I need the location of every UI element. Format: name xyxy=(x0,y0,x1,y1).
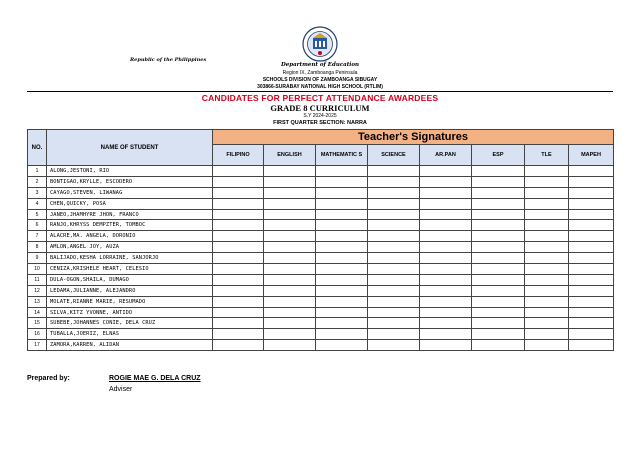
signature-cell xyxy=(569,307,614,318)
signature-cell xyxy=(569,274,614,285)
signature-cell xyxy=(368,340,420,351)
student-name: DULA-OGON,SHAILA, DUMAGO xyxy=(47,274,213,285)
signature-cell xyxy=(213,285,264,296)
signature-cell xyxy=(569,166,614,177)
table-row xyxy=(28,166,614,177)
signature-cell xyxy=(525,264,569,275)
signature-cell xyxy=(472,318,525,329)
signature-cell xyxy=(525,307,569,318)
signature-cell xyxy=(316,198,368,209)
row-number: 14 xyxy=(28,307,47,318)
row-number: 9 xyxy=(28,253,47,264)
student-name: JANEO,JHAMHYRE JHON, FRANCO xyxy=(47,209,213,220)
table-row xyxy=(28,318,614,329)
signature-cell xyxy=(316,340,368,351)
signature-cell xyxy=(368,318,420,329)
subject-header: MAPEH xyxy=(569,145,614,166)
signature-cell xyxy=(569,176,614,187)
signature-cell xyxy=(569,318,614,329)
table-row xyxy=(28,274,614,285)
signature-cell xyxy=(368,253,420,264)
signature-cell xyxy=(213,231,264,242)
signature-cell xyxy=(420,176,472,187)
student-name: AMLON,ANGEL JOY, AUZA xyxy=(47,242,213,253)
row-number: 5 xyxy=(28,209,47,220)
signature-cell xyxy=(472,264,525,275)
signature-cell xyxy=(264,242,316,253)
table-row xyxy=(28,340,614,351)
subject-header: ENGLISH xyxy=(264,145,316,166)
signature-cell xyxy=(420,253,472,264)
row-number: 3 xyxy=(28,187,47,198)
student-name: BALIJADO,KESHA LORRAINE, SANJORJO xyxy=(47,253,213,264)
signature-cell xyxy=(525,253,569,264)
signature-cell xyxy=(316,264,368,275)
signature-cell xyxy=(264,274,316,285)
signature-cell xyxy=(420,220,472,231)
signature-cell xyxy=(472,220,525,231)
subject-header: SCIENCE xyxy=(368,145,420,166)
subject-header: MATHEMATIC S xyxy=(316,145,368,166)
signature-cell xyxy=(368,220,420,231)
table-row xyxy=(28,242,614,253)
signature-cell xyxy=(316,242,368,253)
signature-cell xyxy=(316,329,368,340)
signature-cell xyxy=(213,198,264,209)
division-label: SCHOOLS DIVISION OF ZAMBOANGA SIBUGAY xyxy=(262,77,378,83)
row-number: 8 xyxy=(28,242,47,253)
preparer-role: Adviser xyxy=(109,386,133,393)
signature-cell xyxy=(472,209,525,220)
signature-cell xyxy=(525,198,569,209)
signature-cell xyxy=(569,231,614,242)
student-name: CHEN,QUICKY, POSA xyxy=(47,198,213,209)
table-row xyxy=(28,231,614,242)
signature-cell xyxy=(525,318,569,329)
signature-cell xyxy=(420,264,472,275)
signature-cell xyxy=(420,198,472,209)
signature-cell xyxy=(316,296,368,307)
signature-cell xyxy=(525,220,569,231)
signature-cell xyxy=(368,176,420,187)
signature-cell xyxy=(264,231,316,242)
table-row xyxy=(28,285,614,296)
signature-cell xyxy=(420,166,472,177)
signature-cell xyxy=(368,242,420,253)
signature-cell xyxy=(472,253,525,264)
table-row xyxy=(28,264,614,275)
signature-cell xyxy=(569,242,614,253)
signature-cell xyxy=(213,209,264,220)
signature-cell xyxy=(569,340,614,351)
signature-cell xyxy=(472,187,525,198)
signature-cell xyxy=(213,329,264,340)
grade-label: GRADE 8 CURRICULUM xyxy=(270,103,370,113)
signature-cell xyxy=(472,329,525,340)
student-name: CAYAGO,STEVEN, LIWANAG xyxy=(47,187,213,198)
row-number: 12 xyxy=(28,285,47,296)
signature-cell xyxy=(316,231,368,242)
signature-cell xyxy=(368,264,420,275)
signature-cell xyxy=(525,209,569,220)
signature-cell xyxy=(525,329,569,340)
row-number: 16 xyxy=(28,329,47,340)
signature-cell xyxy=(569,187,614,198)
table-row xyxy=(28,209,614,220)
student-name: CENIZA,KRISHELE HEART, CELESIO xyxy=(47,264,213,275)
student-name: ZAMORA,KARREN, ALIDAN xyxy=(47,340,213,351)
signature-cell xyxy=(569,220,614,231)
row-number: 1 xyxy=(28,166,47,177)
signature-cell xyxy=(368,329,420,340)
department-label: Department of Education xyxy=(280,62,360,68)
row-number: 17 xyxy=(28,340,47,351)
signature-cell xyxy=(569,329,614,340)
signature-cell xyxy=(368,296,420,307)
teacher-signatures-header: Teacher's Signatures xyxy=(213,130,614,145)
signature-cell xyxy=(264,340,316,351)
signature-cell xyxy=(213,176,264,187)
signature-cell xyxy=(213,318,264,329)
signature-cell xyxy=(472,198,525,209)
column-header-name: NAME OF STUDENT xyxy=(47,130,213,166)
signature-cell xyxy=(569,264,614,275)
subject-header: TLE xyxy=(525,145,569,166)
document-title: CANDIDATES FOR PERFECT ATTENDANCE AWARDEES xyxy=(201,93,439,103)
signature-cell xyxy=(525,340,569,351)
signature-cell xyxy=(316,220,368,231)
signature-cell xyxy=(525,187,569,198)
row-number: 10 xyxy=(28,264,47,275)
student-name: LEDAMA,JULIANNE, ALEJANDRO xyxy=(47,285,213,296)
prepared-by-label: Prepared by: xyxy=(27,375,70,382)
table-row xyxy=(28,176,614,187)
signature-cell xyxy=(525,176,569,187)
signature-cell xyxy=(264,285,316,296)
signature-cell xyxy=(213,307,264,318)
row-number: 6 xyxy=(28,220,47,231)
student-name: SILVA,KITZ YVONNE, ANTIDO xyxy=(47,307,213,318)
signature-cell xyxy=(264,307,316,318)
signature-cell xyxy=(316,209,368,220)
signature-cell xyxy=(569,296,614,307)
signature-cell xyxy=(213,220,264,231)
signature-cell xyxy=(525,285,569,296)
signature-cell xyxy=(316,176,368,187)
signature-cell xyxy=(264,209,316,220)
school-year-label: S.Y 2024-2025 xyxy=(303,113,337,119)
signature-cell xyxy=(368,285,420,296)
signature-cell xyxy=(420,231,472,242)
signature-cell xyxy=(472,340,525,351)
republic-label: Republic of the Philippines xyxy=(130,57,207,63)
signature-cell xyxy=(472,176,525,187)
row-number: 11 xyxy=(28,274,47,285)
signature-cell xyxy=(472,274,525,285)
signature-cell xyxy=(264,187,316,198)
signature-cell xyxy=(264,253,316,264)
signature-cell xyxy=(420,329,472,340)
signature-cell xyxy=(472,285,525,296)
signature-cell xyxy=(264,296,316,307)
signature-cell xyxy=(316,307,368,318)
row-number: 4 xyxy=(28,198,47,209)
signature-cell xyxy=(264,220,316,231)
signature-cell xyxy=(368,209,420,220)
signature-cell xyxy=(264,264,316,275)
preparer-name: ROGIE MAE G. DELA CRUZ xyxy=(109,375,201,382)
signature-cell xyxy=(264,329,316,340)
signature-cell xyxy=(264,198,316,209)
row-number: 13 xyxy=(28,296,47,307)
signature-cell xyxy=(368,187,420,198)
quarter-section-label: FIRST QUARTER SECTION: NARRA xyxy=(273,120,367,126)
row-number: 15 xyxy=(28,318,47,329)
signature-cell xyxy=(420,285,472,296)
signature-cell xyxy=(569,253,614,264)
student-name: BONTIGAO,KRYLLE, ESCODERO xyxy=(47,176,213,187)
table-row xyxy=(28,329,614,340)
signature-cell xyxy=(525,296,569,307)
signature-cell xyxy=(420,318,472,329)
signature-cell xyxy=(213,264,264,275)
signature-cell xyxy=(472,166,525,177)
signature-cell xyxy=(213,166,264,177)
subject-header: FILIPINO xyxy=(213,145,264,166)
signature-cell xyxy=(264,176,316,187)
signature-cell xyxy=(420,296,472,307)
attendance-table xyxy=(27,129,614,351)
signature-cell xyxy=(420,187,472,198)
signature-cell xyxy=(213,340,264,351)
student-name: RANJO,KHRYSS DEMPZTER, TOMBOC xyxy=(47,220,213,231)
signature-cell xyxy=(316,253,368,264)
signature-cell xyxy=(569,209,614,220)
signature-cell xyxy=(316,318,368,329)
signature-cell xyxy=(420,209,472,220)
signature-cell xyxy=(213,242,264,253)
signature-cell xyxy=(420,242,472,253)
row-number: 2 xyxy=(28,176,47,187)
signature-cell xyxy=(264,318,316,329)
subject-header: AR.PAN xyxy=(420,145,472,166)
signature-cell xyxy=(213,296,264,307)
signature-cell xyxy=(420,307,472,318)
signature-cell xyxy=(420,274,472,285)
student-name: ALACRE,MA. ANGELA, DORONIO xyxy=(47,231,213,242)
signature-cell xyxy=(368,166,420,177)
signature-cell xyxy=(472,231,525,242)
signature-cell xyxy=(525,274,569,285)
header-divider xyxy=(27,91,613,92)
table-row xyxy=(28,187,614,198)
table-row xyxy=(28,253,614,264)
signature-cell xyxy=(316,166,368,177)
table-row xyxy=(28,307,614,318)
student-name: ALONG,JESTONI, RIO xyxy=(47,166,213,177)
signature-cell xyxy=(316,274,368,285)
signature-cell xyxy=(569,198,614,209)
signature-cell xyxy=(264,166,316,177)
region-label: Region IX, Zamboanga Peninsula xyxy=(282,70,358,76)
signature-cell xyxy=(368,231,420,242)
signature-cell xyxy=(472,307,525,318)
table-row xyxy=(28,220,614,231)
signature-cell xyxy=(213,253,264,264)
signature-cell xyxy=(525,231,569,242)
signature-cell xyxy=(213,274,264,285)
signature-cell xyxy=(316,187,368,198)
signature-cell xyxy=(525,166,569,177)
deped-seal-icon xyxy=(302,26,338,62)
signature-cell xyxy=(213,187,264,198)
column-header-no: NO. xyxy=(28,130,47,166)
student-name: TUBALLA,JOERIZ, ELNAS xyxy=(47,329,213,340)
signature-cell xyxy=(472,242,525,253)
signature-cell xyxy=(569,285,614,296)
signature-cell xyxy=(472,296,525,307)
student-name: MOLATE,RIANNE MARIE, RESUMADO xyxy=(47,296,213,307)
signature-cell xyxy=(368,274,420,285)
signature-cell xyxy=(368,198,420,209)
signature-cell xyxy=(525,242,569,253)
student-name: SUBEBE,JOHANNES CONIE, DELA CRUZ xyxy=(47,318,213,329)
signature-cell xyxy=(368,307,420,318)
signature-cell xyxy=(316,285,368,296)
row-number: 7 xyxy=(28,231,47,242)
school-label: 303866-SURABAY NATIONAL HIGH SCHOOL (RTLIM) xyxy=(257,84,383,90)
subject-header: ESP xyxy=(472,145,525,166)
signature-cell xyxy=(420,340,472,351)
table-row xyxy=(28,296,614,307)
table-row xyxy=(28,198,614,209)
